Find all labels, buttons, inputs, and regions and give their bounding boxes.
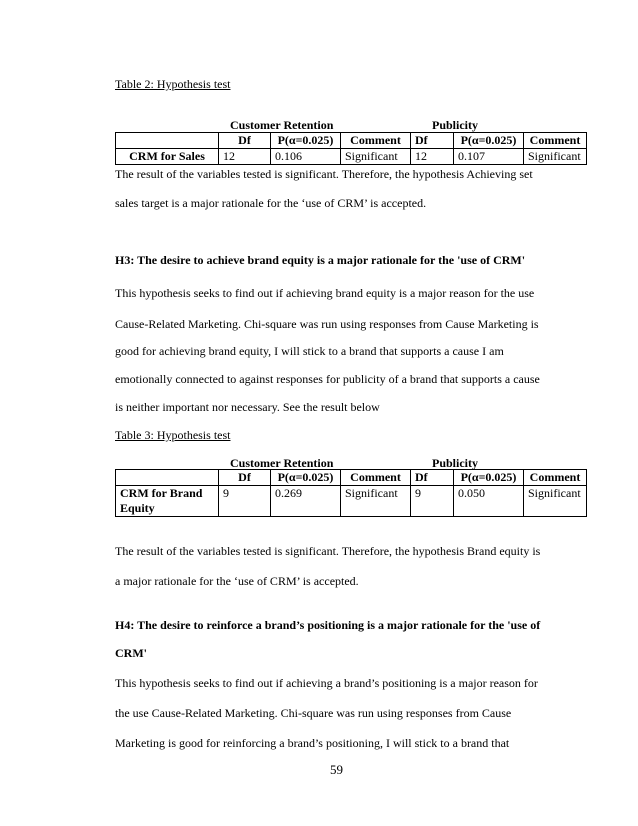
table-cell: Significant (524, 486, 587, 517)
table-header-cell: P(α=0.025) (271, 470, 341, 486)
table-cell: 9 (411, 486, 454, 517)
table3-group-customer-retention: Customer Retention (230, 456, 334, 470)
table3-caption: Table 3: Hypothesis test (115, 428, 231, 442)
h4-body-line: the use Cause-Related Marketing. Chi-square was run using responses from Cause (115, 706, 512, 720)
table-row (116, 486, 587, 517)
h3-result-line: a major rationale for the ‘use of CRM’ is accepted. (115, 574, 359, 588)
table-header-cell: P(α=0.025) (454, 133, 524, 149)
table-header-cell: Comment (341, 470, 411, 486)
table-cell: 12 (219, 149, 271, 165)
table-header-cell (116, 133, 219, 149)
table-cell: Significant (524, 149, 587, 165)
h3-result-line: The result of the variables tested is significant. Therefore, the hypothesis Brand equity is (115, 544, 541, 558)
table-row-label: CRM for Brand Equity (116, 486, 219, 517)
table-row (116, 149, 587, 165)
table-header-cell: Comment (341, 133, 411, 149)
h4-body-line: Marketing is good for reinforcing a brand’s positioning, I will stick to a brand that (115, 736, 510, 750)
h3-body-line: Cause-Related Marketing. Chi-square was run using responses from Cause Marketing is (115, 317, 539, 331)
table-header-row (116, 133, 587, 149)
table-header-cell: Comment (524, 133, 587, 149)
table-cell: 0.107 (454, 149, 524, 165)
table-header-cell: P(α=0.025) (271, 133, 341, 149)
table-cell: 12 (411, 149, 454, 165)
h4-heading-continued: CRM' (115, 646, 147, 660)
table-cell: Significant (341, 486, 411, 517)
table-row-label: CRM for Sales (116, 149, 219, 165)
table3 (115, 469, 587, 517)
table-header-cell: Comment (524, 470, 587, 486)
table3-group-publicity: Publicity (432, 456, 479, 470)
h3-body-line: good for achieving brand equity, I will stick to a brand that supports a cause I am (115, 344, 504, 358)
table2 (115, 132, 587, 165)
table-header-cell: Df (219, 470, 271, 486)
table2-group-customer-retention: Customer Retention (230, 118, 334, 132)
table-cell: 0.269 (271, 486, 341, 517)
table2-group-publicity: Publicity (432, 118, 479, 132)
table-header-cell (116, 470, 219, 486)
table-cell: 0.050 (454, 486, 524, 517)
h3-body-line: emotionally connected to against responses for publicity of a brand that supports a cause (115, 372, 540, 386)
h3-heading: H3: The desire to achieve brand equity is a major rationale for the 'use of CRM' (115, 253, 526, 267)
page-number: 59 (330, 762, 343, 777)
h2-result-line: sales target is a major rationale for the ‘use of CRM’ is accepted. (115, 196, 427, 210)
h3-body-line: is neither important nor necessary. See the result below (115, 400, 380, 414)
h3-body-line: This hypothesis seeks to find out if achieving brand equity is a major reason for the use (115, 286, 535, 300)
table-cell: Significant (341, 149, 411, 165)
table-cell: 9 (219, 486, 271, 517)
h2-result-line: The result of the variables tested is significant. Therefore, the hypothesis Achieving set (115, 167, 533, 181)
table-cell: 0.106 (271, 149, 341, 165)
h4-heading: H4: The desire to reinforce a brand’s positioning is a major rationale for the 'use of (115, 618, 541, 632)
table-header-cell: Df (411, 133, 454, 149)
h4-body-line: This hypothesis seeks to find out if achieving a brand’s positioning is a major reason for (115, 676, 538, 690)
table-header-cell: Df (411, 470, 454, 486)
table-header-cell: P(α=0.025) (454, 470, 524, 486)
table2-caption: Table 2: Hypothesis test (115, 77, 231, 91)
table-header-cell: Df (219, 133, 271, 149)
table-header-row (116, 470, 587, 486)
